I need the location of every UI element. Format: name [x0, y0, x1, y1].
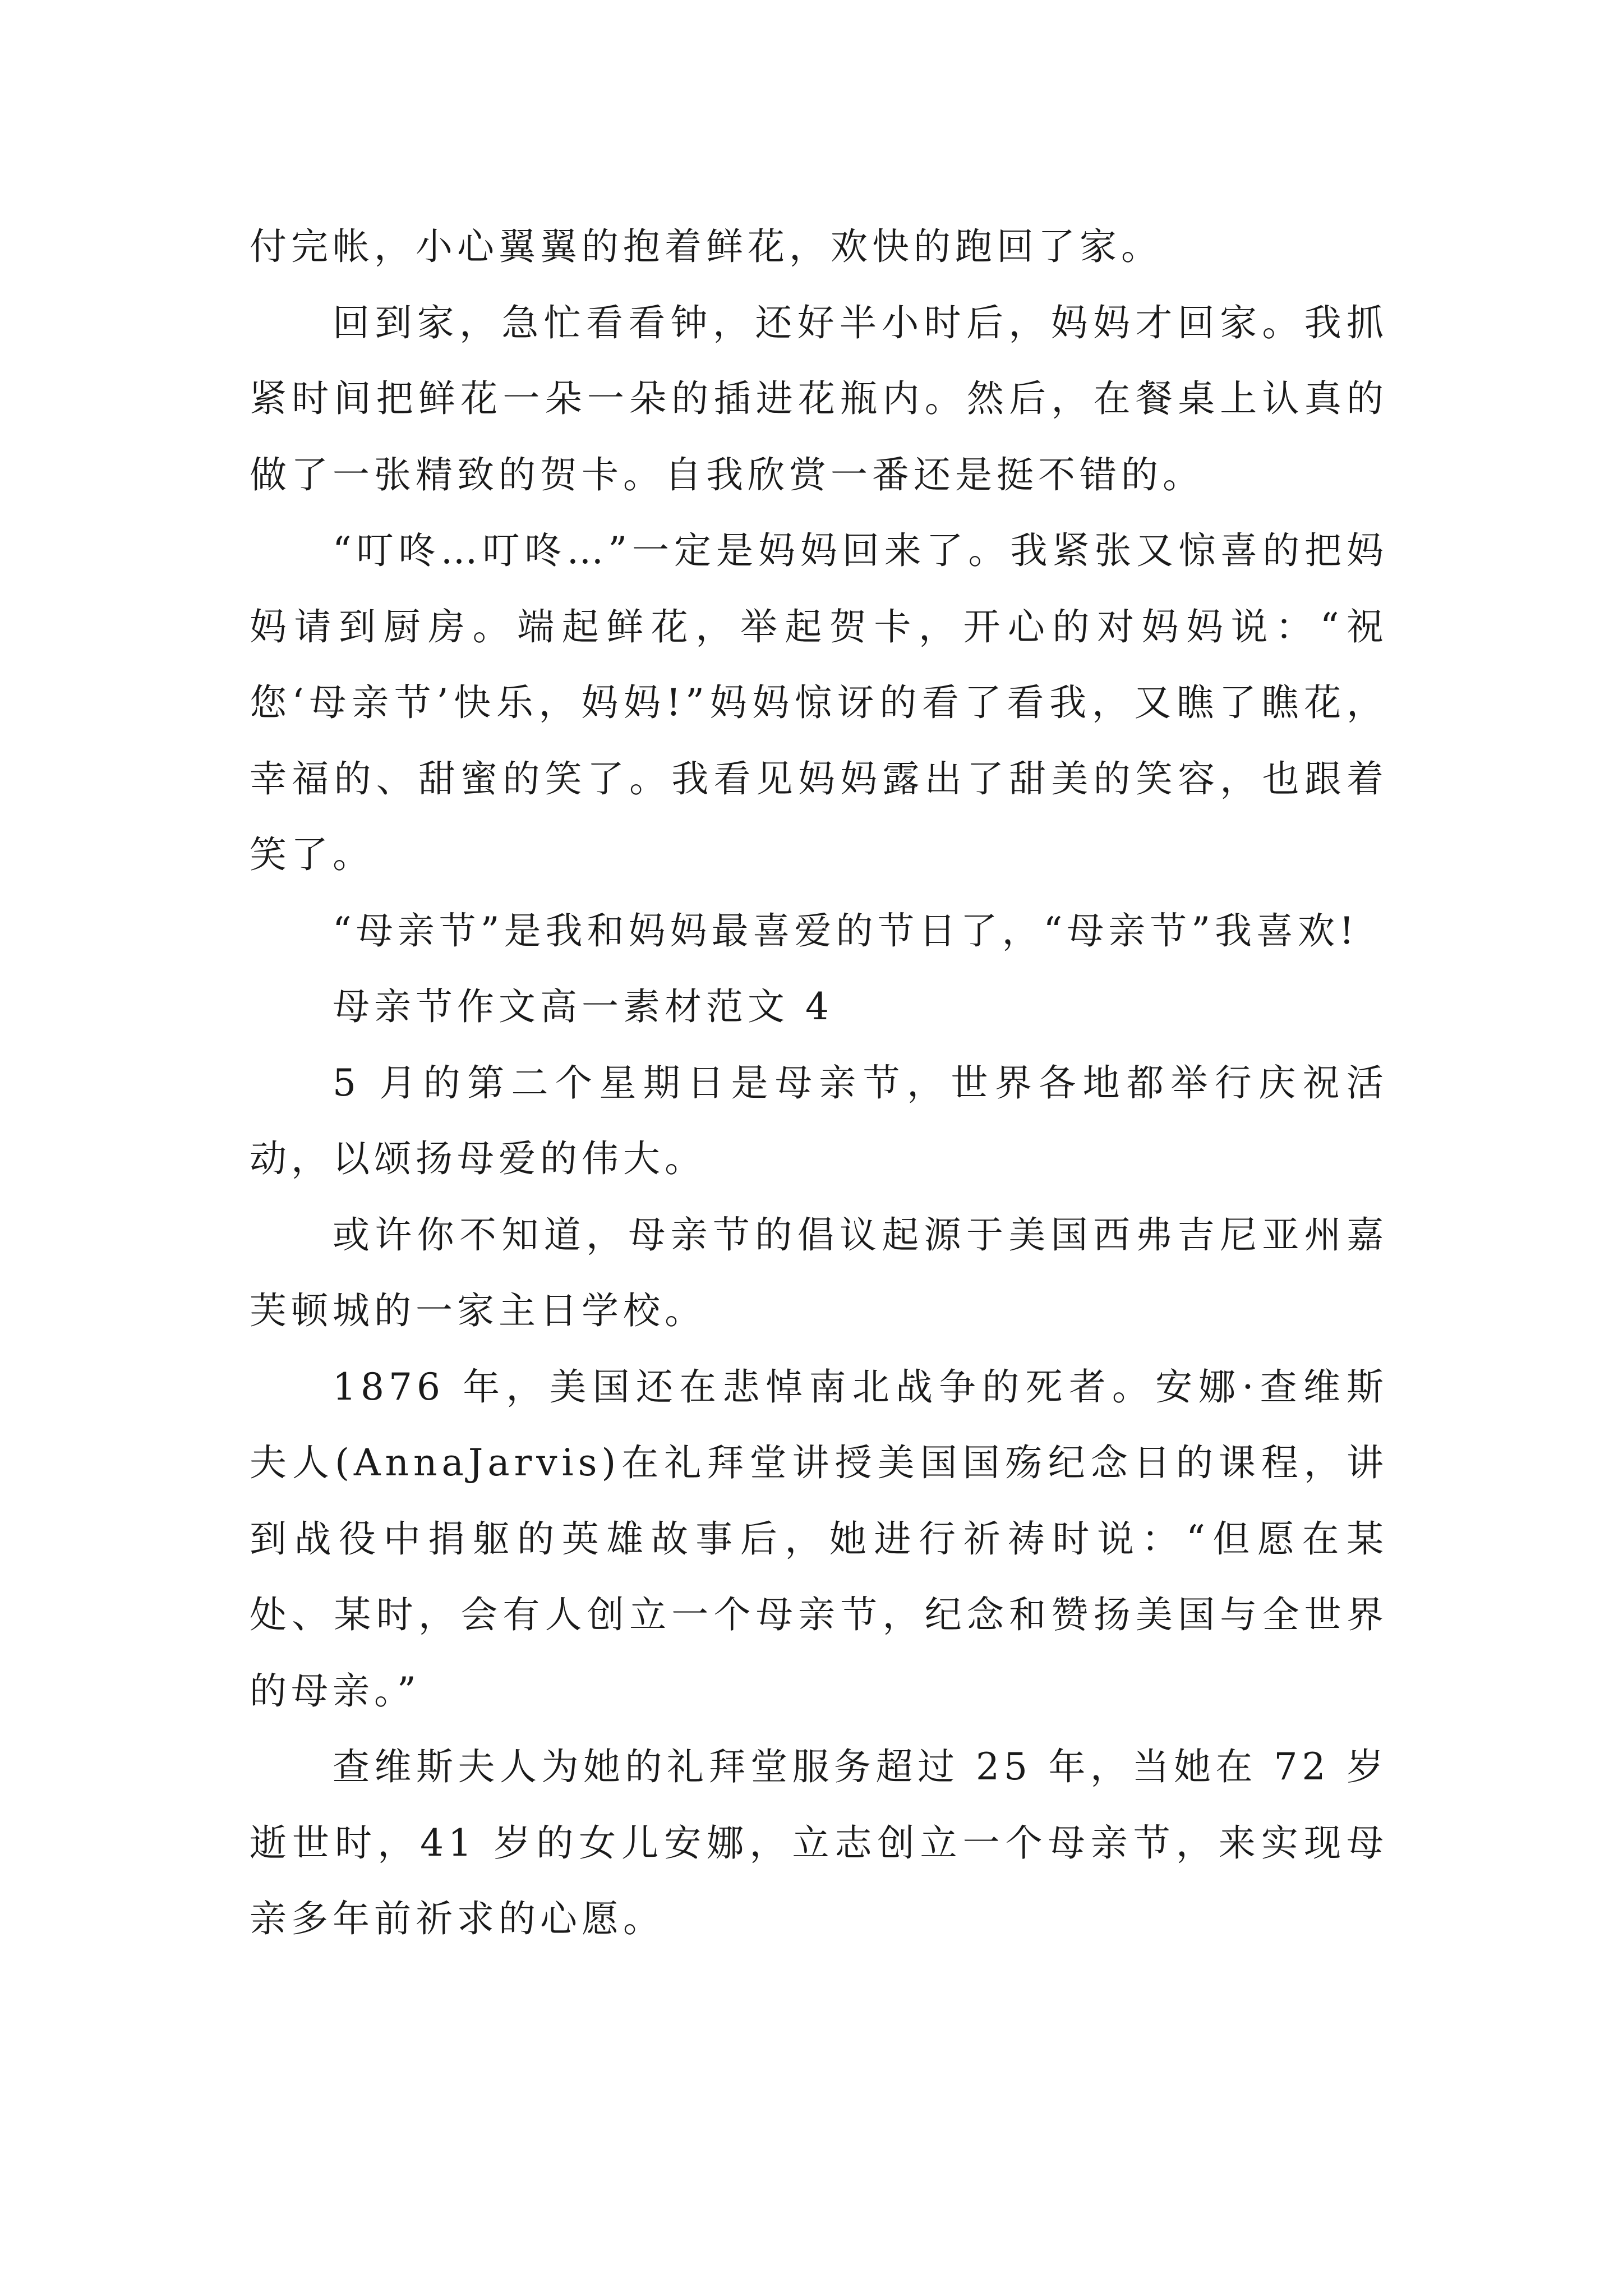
paragraph: “母亲节”是我和妈妈最喜爱的节日了，“母亲节”我喜欢!: [333, 909, 1359, 953]
section-heading: 母亲节作文高一素材范文 4: [333, 985, 833, 1028]
paragraph: “叮咚…叮咚…”一定是妈妈回来了。我紧张又惊喜的把妈妈请到厨房。端起鲜花，举起贺卡，开心的对妈妈说：“祝您‘母亲节’快乐，妈妈!”妈妈惊讶的看了看我，又瞧了瞧花，幸福的、甜蜜的笑了。我看见妈妈露出了甜美的笑容，也跟着笑了。: [250, 529, 1388, 876]
paragraph-continuation: 付完帐，小心翼翼的抱着鲜花，欢快的跑回了家。: [250, 225, 1163, 268]
paragraph: 1876 年，美国还在悲悼南北战争的死者。安娜·查维斯夫人(AnnaJarvis)在礼拜堂讲授美国国殇纪念日的课程，讲到战役中捐躯的英雄故事后，她进行祈祷时说：“但愿在某处、某时，会有人创立一个母亲节，纪念和赞扬美国与全世界的母亲。”: [250, 1365, 1388, 1713]
paragraph: 查维斯夫人为她的礼拜堂服务超过 25 年，当她在 72 岁逝世时，41 岁的女儿安娜，立志创立一个母亲节，来实现母亲多年前祈求的心愿。: [250, 1745, 1388, 1940]
paragraph: 5 月的第二个星期日是母亲节，世界各地都举行庆祝活动，以颂扬母爱的伟大。: [250, 1061, 1388, 1180]
paragraph: 或许你不知道，母亲节的倡议起源于美国西弗吉尼亚州嘉芙顿城的一家主日学校。: [250, 1213, 1388, 1332]
paragraph: 回到家，急忙看看钟，还好半小时后，妈妈才回家。我抓紧时间把鲜花一朵一朵的插进花瓶内。然后，在餐桌上认真的做了一张精致的贺卡。自我欣赏一番还是挺不错的。: [250, 301, 1388, 496]
document-body: [250, 209, 1388, 1957]
